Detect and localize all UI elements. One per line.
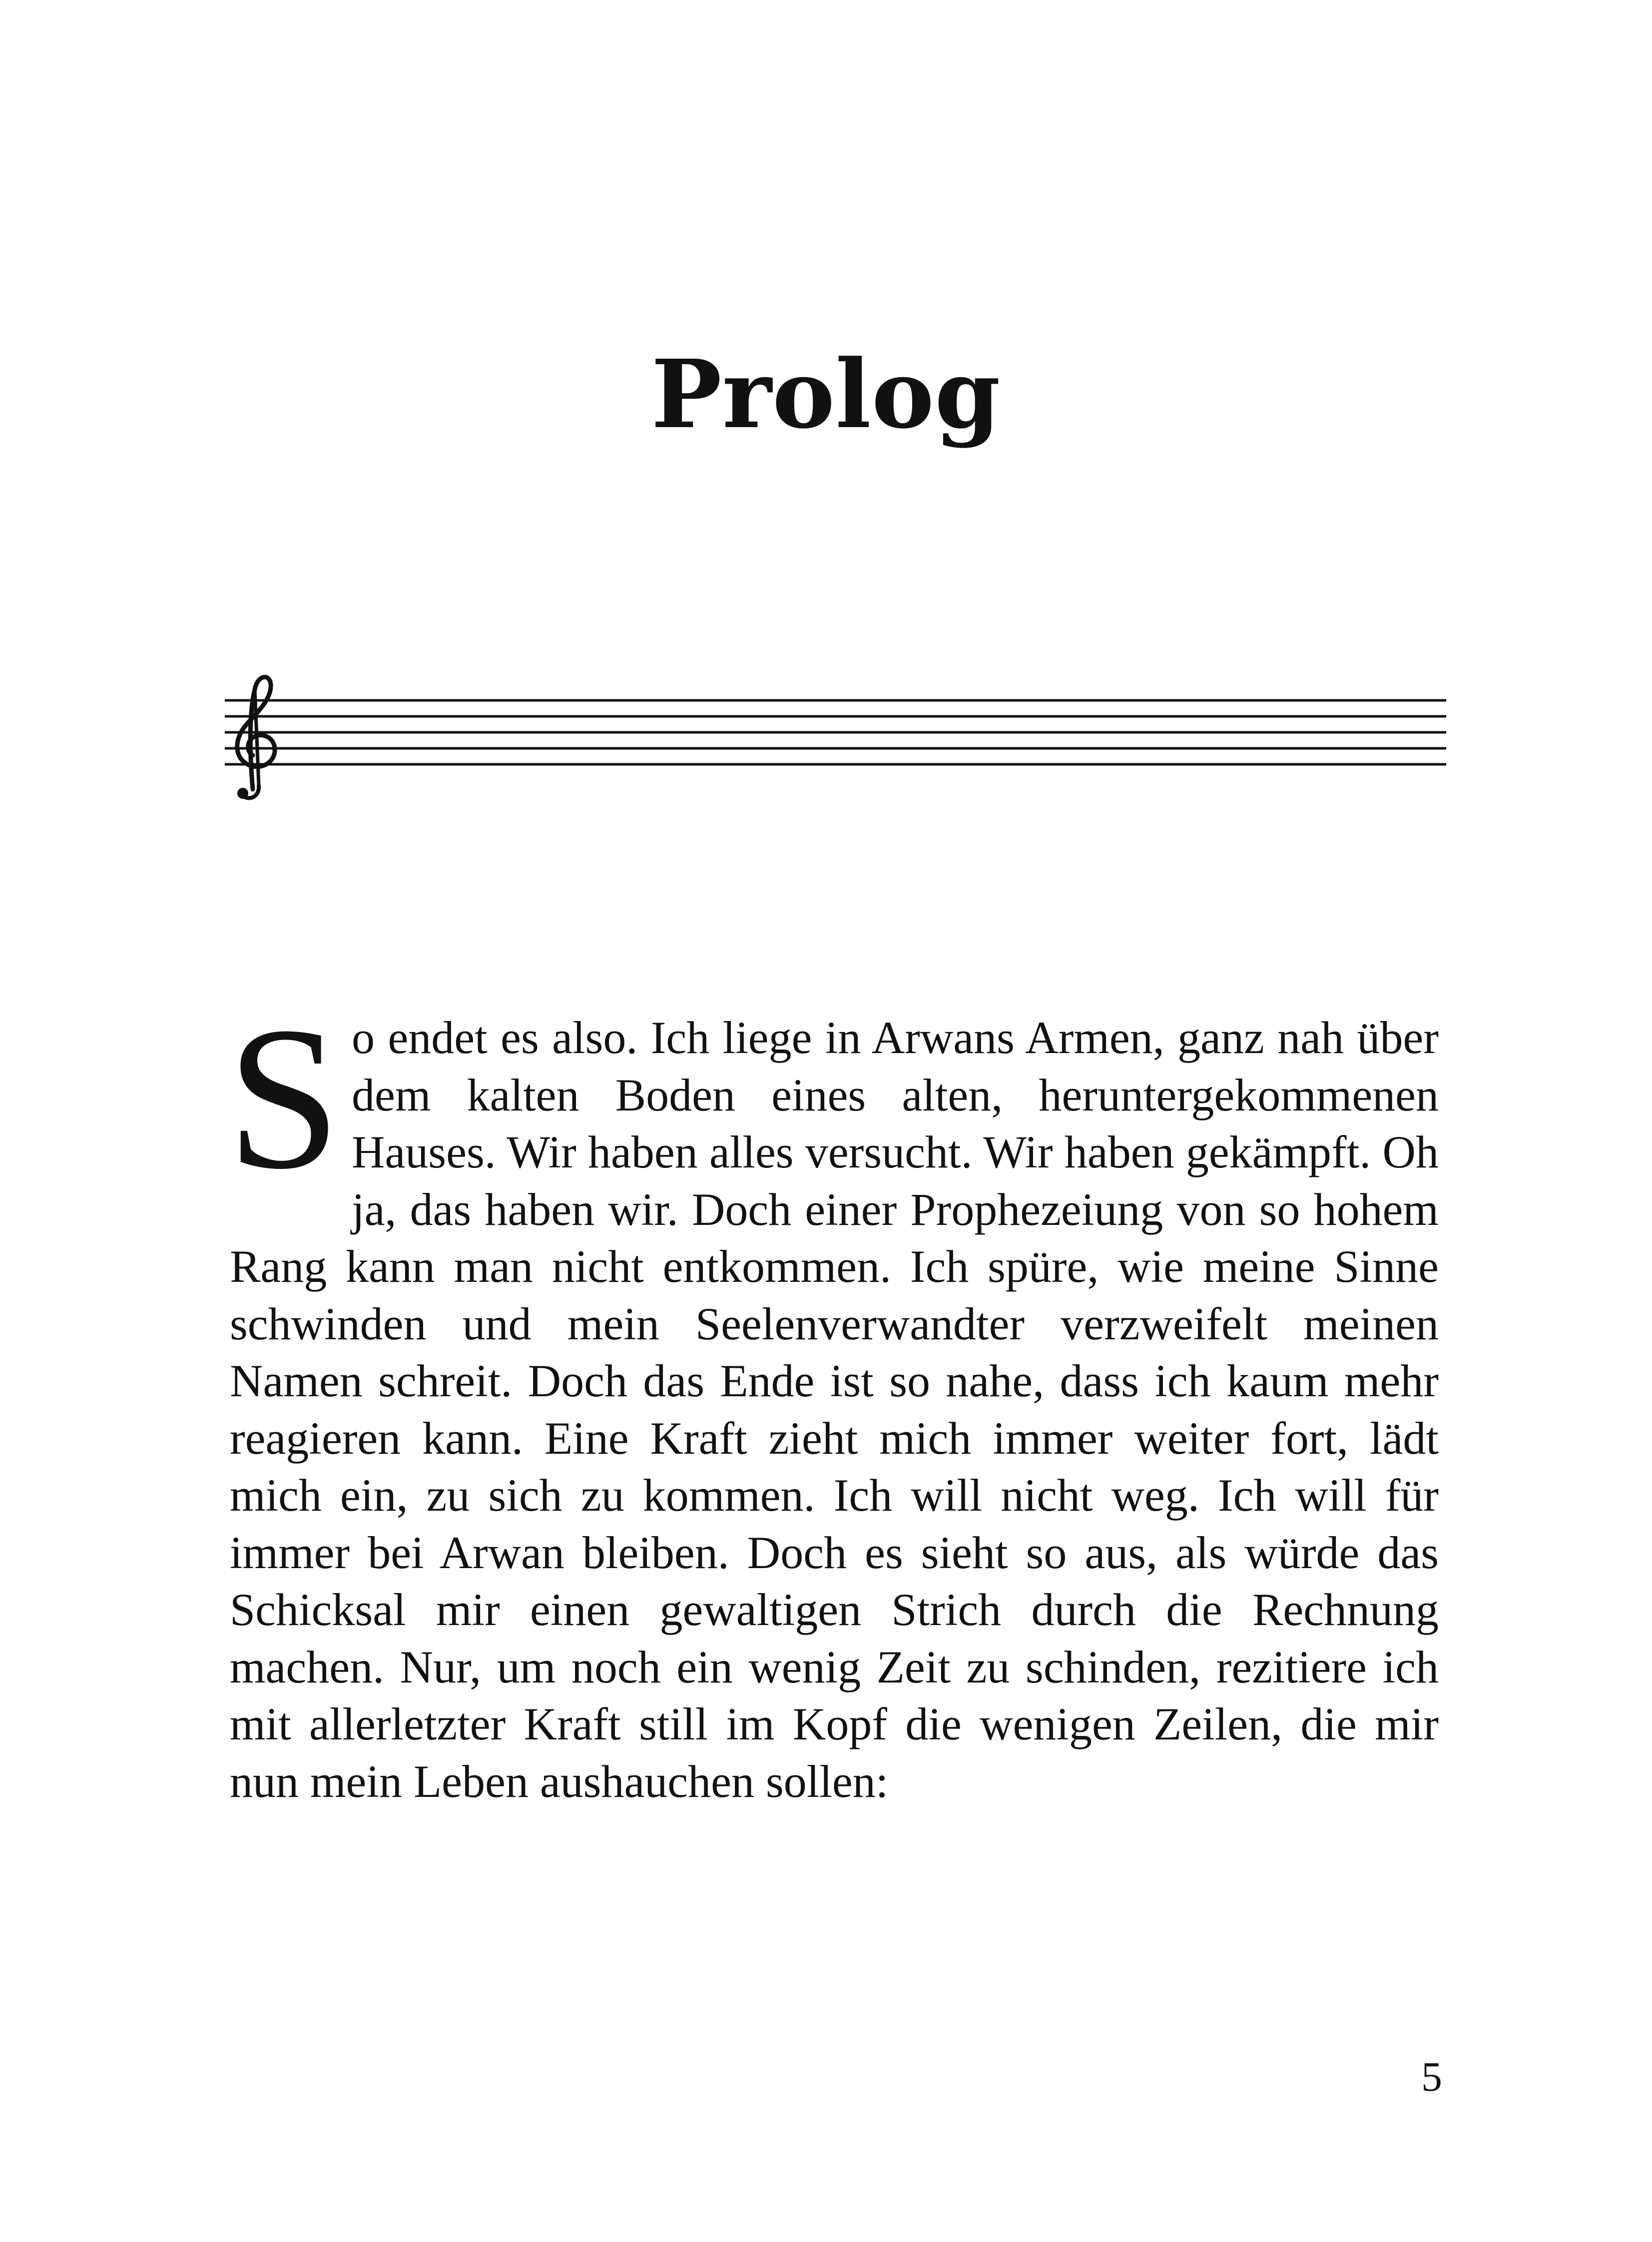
chapter-title: Prolog bbox=[651, 339, 1001, 450]
page-number: 5 bbox=[1421, 2054, 1442, 2100]
paragraph-text: o endet es also. Ich liege in Arwans Armen, ganz nah über dem kalten Boden eines alten, heruntergekommenen Hauses. Wir haben alles versucht. Wir haben gekämpft. Oh ja, das haben wir. Doch einer Prophezeiung von so hohem Rang kann man nicht entkommen. Ich spüre, wie meine Sinne schwinden und mein Seelenverwandter verzweifelt meinen Namen schreit. Doch das Ende ist so nahe, dass ich kaum mehr reagieren kann. Eine Kraft zieht mich immer weiter fort, lädt mich ein, zu sich zu kommen. Ich will nicht weg. Ich will für immer bei Arwan bleiben. Doch es sieht so aus, als würde das Schicksal mir einen gewaltigen Strich durch die Rechnung machen. Nur, um noch ein wenig Zeit zu schinden, rezitiere ich mit allerletzter Kraft still im Kopf die wenigen Zeilen, die mir nun mein Leben aushauchen sollen: bbox=[230, 1012, 1439, 1807]
treble-clef-icon bbox=[237, 677, 275, 799]
music-staff-ornament bbox=[220, 669, 1449, 809]
staff-lines bbox=[225, 700, 1446, 764]
drop-cap: S bbox=[227, 985, 341, 1211]
prologue-paragraph bbox=[227, 985, 1439, 1810]
